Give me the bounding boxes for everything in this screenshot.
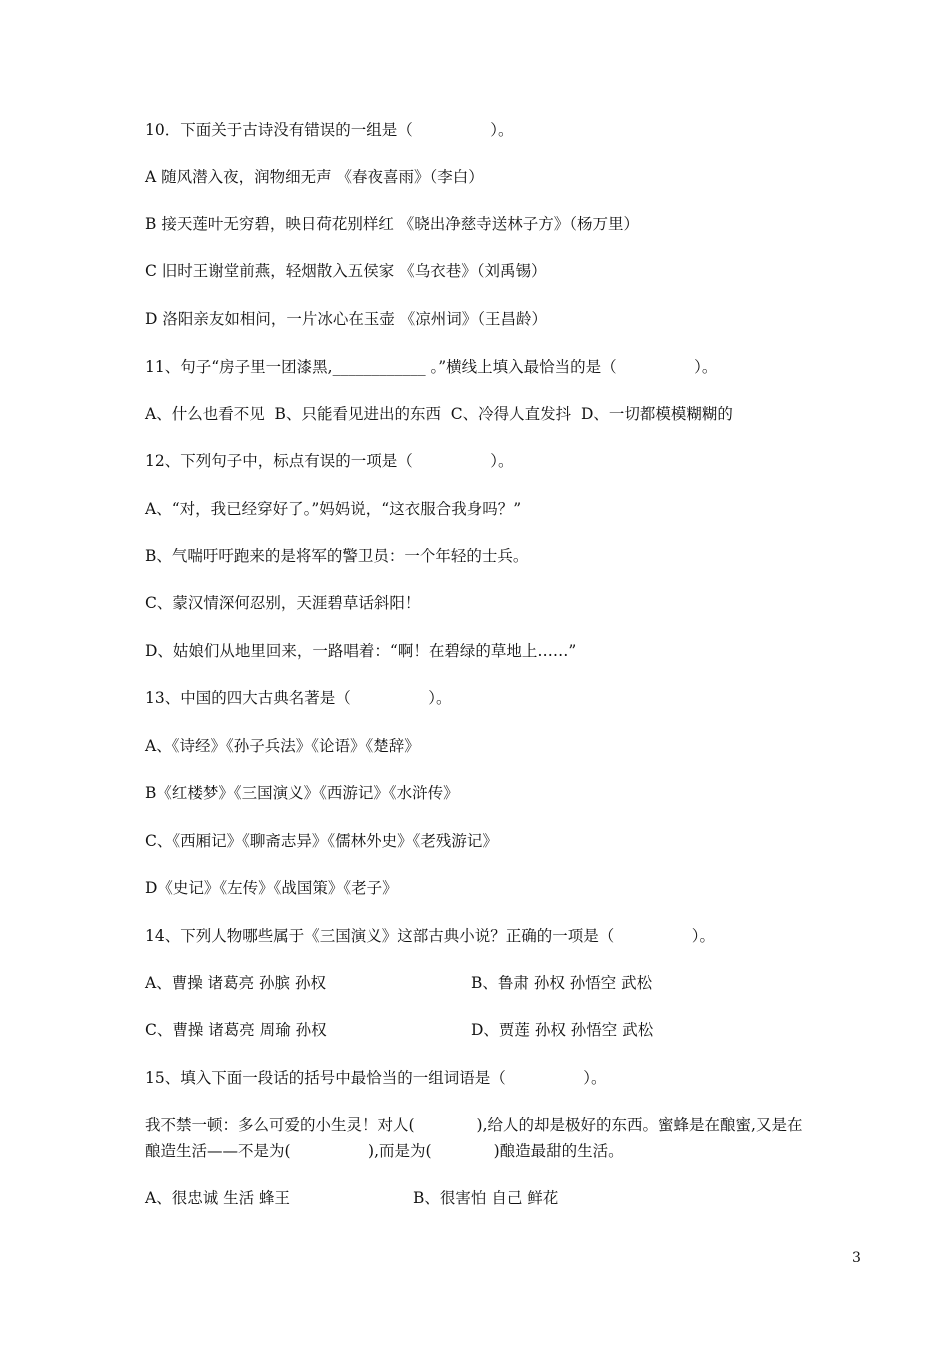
question-15-passage-line-1: 我不禁一顿：多么可爱的小生灵！对人( ),给人的却是极好的东西。蜜蜂是在酿蜜,又是在 xyxy=(145,1116,803,1134)
question-14-option-a: A、曹操 诸葛亮 孙膑 孙权 xyxy=(145,974,326,992)
question-13-option-b: B《红楼梦》《三国演义》《西游记》《水浒传》 xyxy=(145,784,459,802)
question-15-passage-line-2: 酿造生活——不是为( ),而是为( )酿造最甜的生活。 xyxy=(145,1142,624,1160)
question-10-option-d: D 洛阳亲友如相问，一片冰心在玉壶 《凉州词》（王昌龄） xyxy=(145,310,548,328)
question-11-stem: 11、句子“房子里一团漆黑,____________ 。”横线上填入最恰当的是（ ）。 xyxy=(145,358,718,376)
question-14-option-b: B、鲁肃 孙权 孙悟空 武松 xyxy=(471,974,653,992)
question-15-option-a: A、很忠诚 生活 蜂王 xyxy=(145,1189,291,1207)
question-15-option-b: B、很害怕 自己 鲜花 xyxy=(413,1189,559,1207)
question-12-stem: 12、下列句子中，标点有误的一项是（ ）。 xyxy=(145,452,514,470)
question-12-option-b: B、气喘吁吁跑来的是将军的警卫员：一个年轻的士兵。 xyxy=(145,547,529,565)
question-12-option-c: C、蒙汉情深何忍别，天涯碧草话斜阳！ xyxy=(145,594,421,612)
question-13-option-d: D《史记》《左传》《战国策》《老子》 xyxy=(145,879,398,897)
question-11-options: A、什么也看不见 B、只能看见进出的东西 C、冷得人直发抖 D、一切都模模糊糊的 xyxy=(145,405,733,423)
question-10-stem: 10．下面关于古诗没有错误的一组是（ ）。 xyxy=(145,121,514,139)
question-14-option-d: D、贾莲 孙权 孙悟空 武松 xyxy=(471,1021,654,1039)
question-13-stem: 13、中国的四大古典名著是（ ）。 xyxy=(145,689,452,707)
question-14-stem: 14、下列人物哪些属于《三国演义》这部古典小说？正确的一项是（ ）。 xyxy=(145,927,715,945)
question-10-option-b: B 接天莲叶无穷碧，映日荷花别样红 《晓出净慈寺送林子方》（杨万里） xyxy=(145,215,639,233)
question-13-option-a: A、《诗经》《孙子兵法》《论语》《楚辞》 xyxy=(145,737,420,755)
question-10-option-a: A 随风潜入夜，润物细无声 《春夜喜雨》（李白） xyxy=(145,168,484,186)
question-10-option-c: C 旧时王谢堂前燕，轻烟散入五侯家 《乌衣巷》（刘禹锡） xyxy=(145,262,547,280)
question-12-option-a: A、“对，我已经穿好了。”妈妈说，“这衣服合我身吗？” xyxy=(145,500,522,518)
question-12-option-d: D、姑娘们从地里回来，一路唱着：“啊！在碧绿的草地上……” xyxy=(145,642,577,660)
question-13-option-c: C、《西厢记》《聊斋志异》《儒林外史》《老残游记》 xyxy=(145,832,498,850)
question-14-option-c: C、曹操 诸葛亮 周瑜 孙权 xyxy=(145,1021,327,1039)
page-number: 3 xyxy=(852,1250,861,1266)
question-15-stem: 15、填入下面一段话的括号中最恰当的一组词语是（ ）。 xyxy=(145,1069,607,1087)
